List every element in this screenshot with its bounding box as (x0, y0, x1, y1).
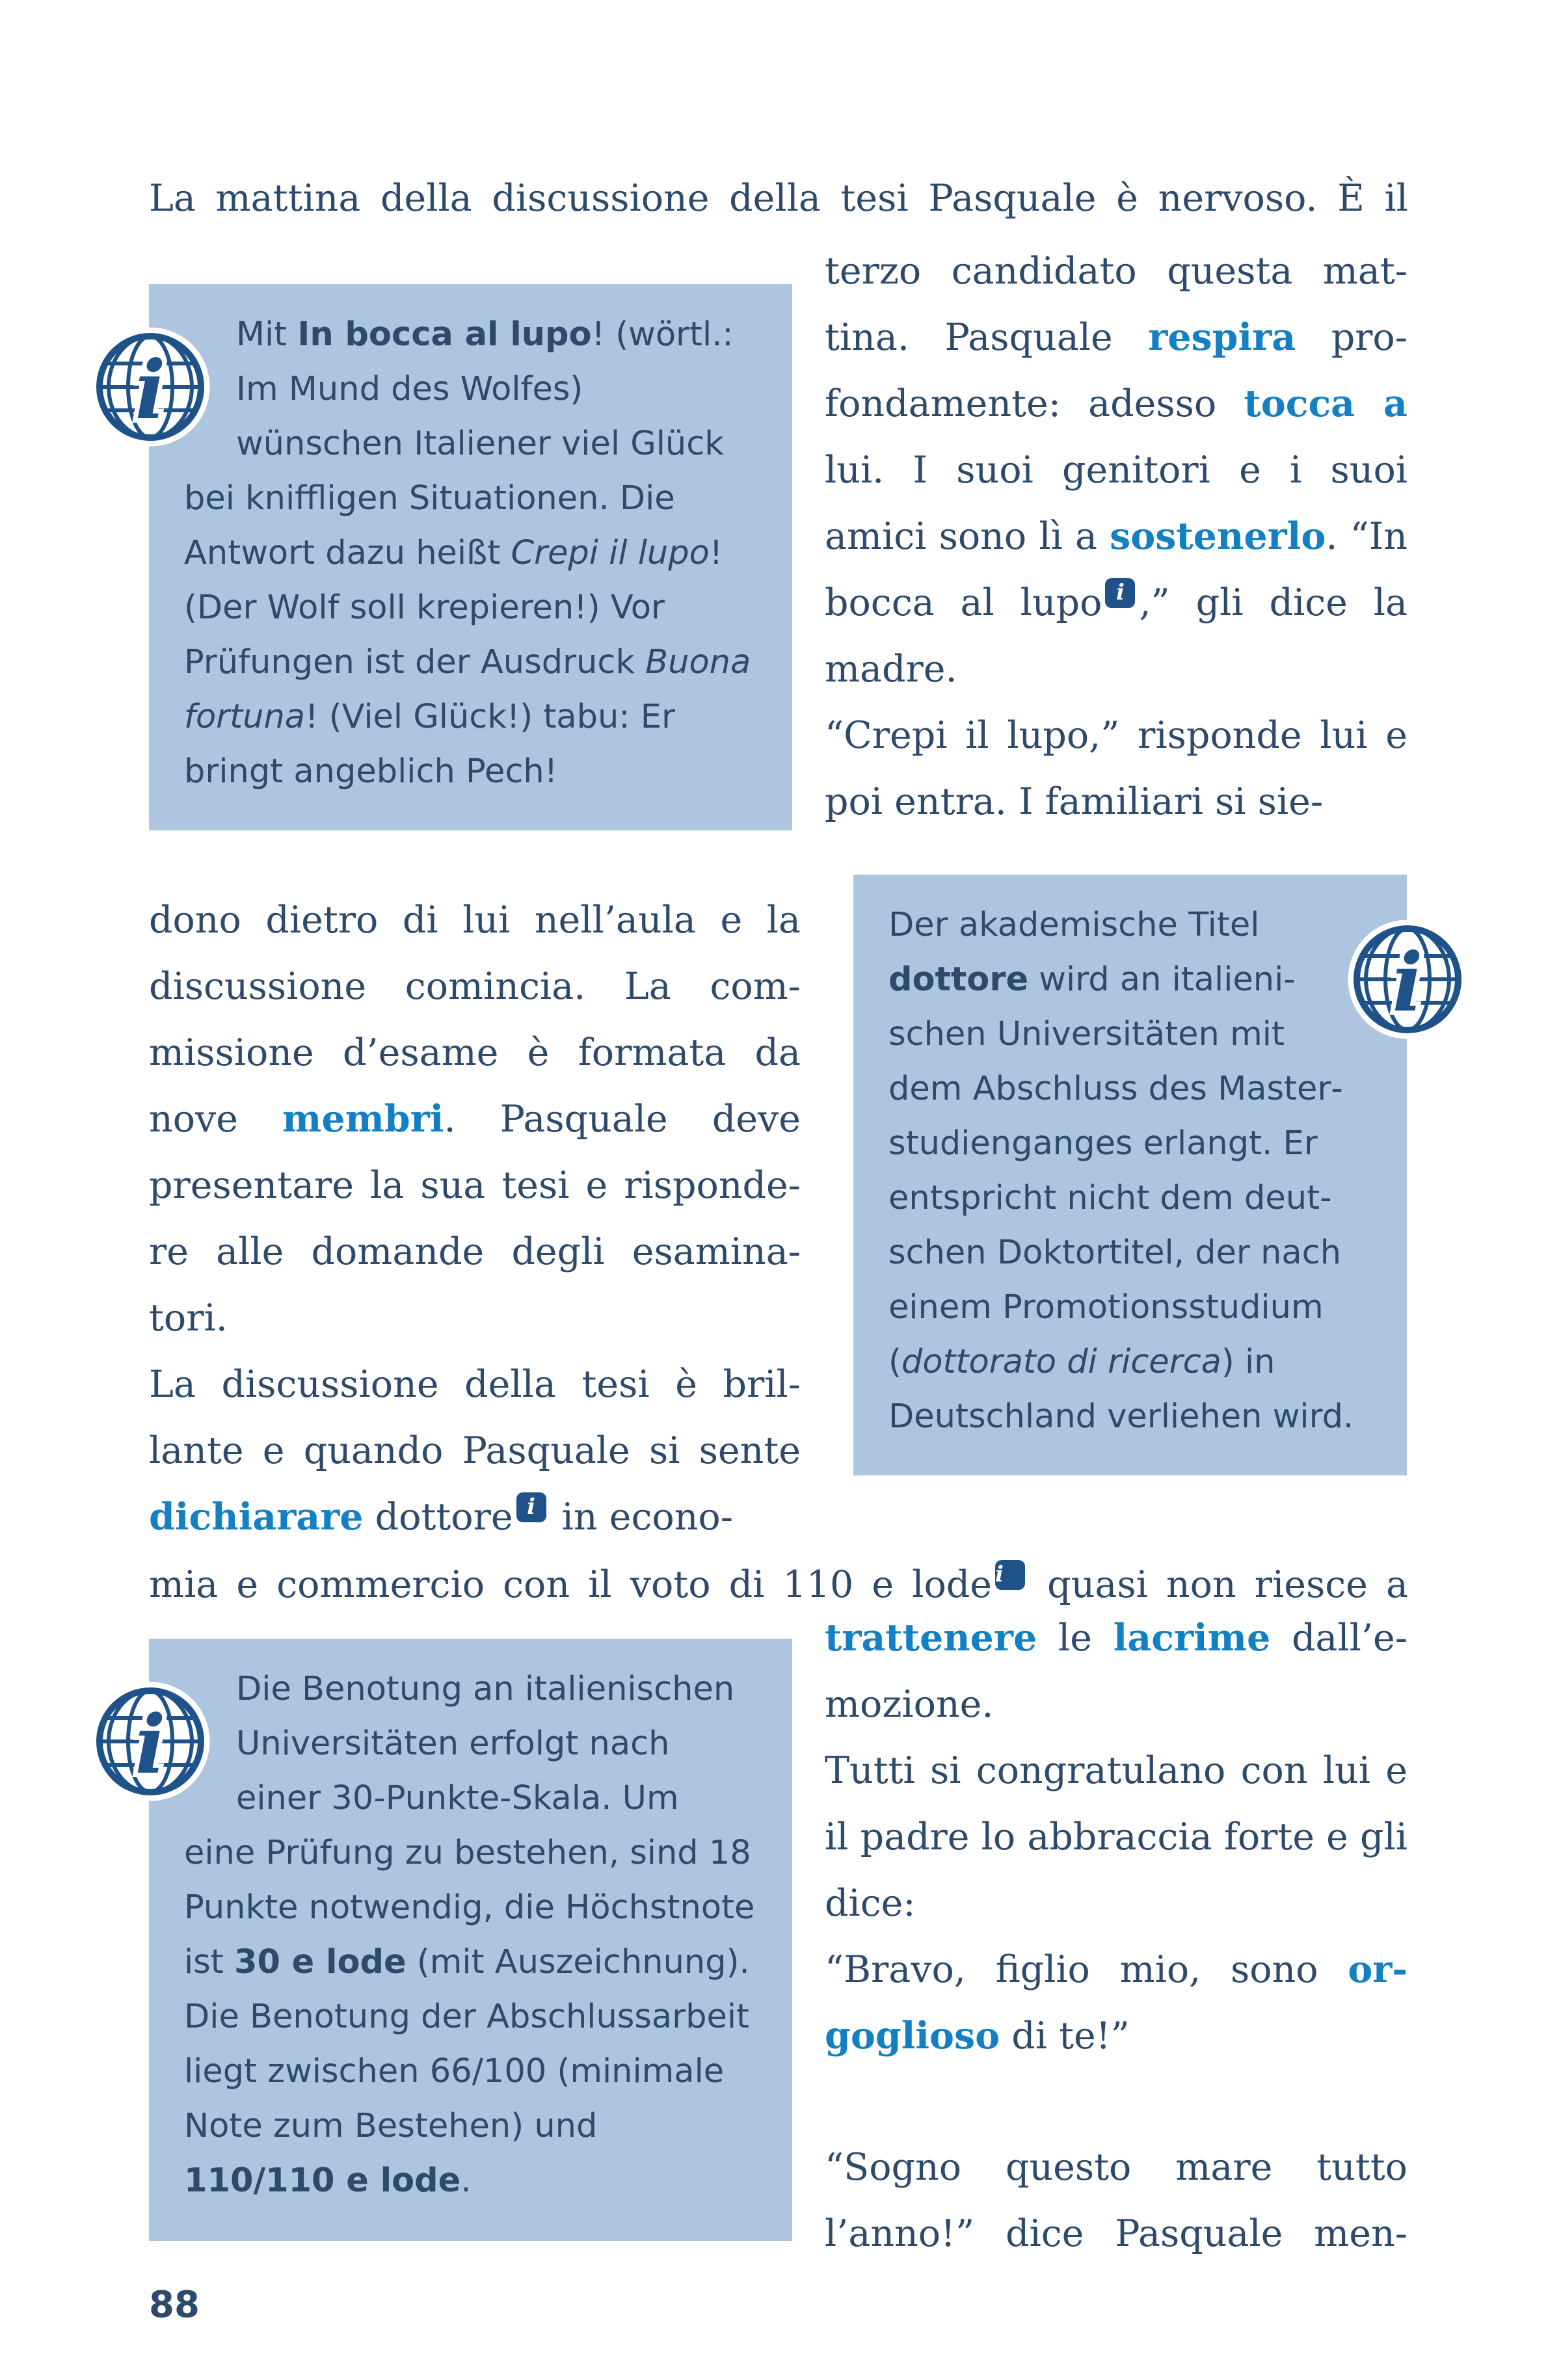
text-segment: (mit Auszeichnung). Die Benotung der Abschlussarbeit liegt zwischen 66/100 (minimale Note zum Bestehen) und (184, 1943, 750, 2145)
text-segment: in econo- (550, 1496, 733, 1539)
text-segment: dottore (888, 960, 1029, 999)
text-segment: lui. I suoi genitori e i suoi amici sono lì a (825, 449, 1408, 558)
text-segment: dottorato di ricerca (901, 1343, 1221, 1381)
text-segment: dono dietro di lui nell’aula e la discussione comincia. La commissione d’esame è formata da nove (149, 899, 801, 1141)
vocab-highlight: orgoglioso (825, 1948, 1408, 2057)
page-number: 88 (149, 2284, 200, 2326)
text-segment: ,” gli dice la madre. (825, 581, 1408, 691)
text-segment: La discussione della tesi è brillante e quando Pasquale si sente (149, 1363, 801, 1472)
text-segment: . Pasquale deve presentare la sua tesi e rispondere alle domande degli esaminatori. (149, 1098, 801, 1340)
text-segment: In bocca al lupo (297, 315, 592, 354)
text-segment: 110/110 e lode (184, 2162, 461, 2200)
info-i-glyph: i (135, 1698, 166, 1792)
vocab-highlight: tocca a (1244, 382, 1408, 425)
story-opening-line (149, 165, 1408, 231)
story-right-column-bottom (825, 1605, 1408, 2069)
text-segment: La mattina della discussione della tesi Pasquale è nervoso. È il (149, 177, 1408, 220)
story-closing-paragraph (825, 2134, 1408, 2267)
text-segment: Die Benotung an italienischen Universitäten erfolgt nach einer 30-Punkte-Skala. Um eine Prüfung zu bestehen, sind 18 Punkte notwendig, die Höchstnote ist (184, 1670, 755, 1981)
text-segment: terzo candidato questa mattina. Pasquale (825, 250, 1408, 359)
text-segment: “Sogno questo mare tutto l’anno!” dice Pasquale men- (825, 2146, 1408, 2255)
text-segment: ) in Deutschland verliehen wird. (888, 1343, 1354, 1436)
vocab-highlight: lacrime (1113, 1616, 1271, 1659)
text-segment: le (1037, 1617, 1114, 1659)
text-segment: Crepi il lupo (511, 534, 710, 572)
vocab-highlight: dichiarare (149, 1495, 364, 1539)
story-left-column-middle (149, 887, 801, 1550)
text-segment: Buona fortuna (184, 643, 751, 736)
text-segment: profondamente: adesso (825, 316, 1408, 425)
text-segment: Tutti si congratulano con lui e il padre lo abbraccia forte e gli dice: (825, 1749, 1408, 1925)
text-segment: ! (Der Wolf soll krepieren!) Vor Prüfungen ist der Ausdruck (184, 534, 723, 681)
infobox-dottore-titel (853, 875, 1407, 1475)
text-segment: ! (Viel Glück!) tabu: Er bringt angeblich Pech! (184, 698, 675, 791)
text-segment: 30 e lode (233, 1943, 407, 1981)
text-segment: “Bravo, figlio mio, sono (825, 1948, 1348, 1991)
info-marker-icon: i (995, 1560, 1025, 1590)
vocab-highlight: trattenere (825, 1616, 1037, 1659)
text-segment: ! (wörtl.: Im Mund des Wolfes) wünschen Italiener viel Glück bei kniffligen Situationen. Die Antwort dazu heißt (184, 315, 734, 572)
info-i-glyph: i (135, 343, 166, 438)
infobox-text (888, 898, 1372, 1444)
info-marker-icon: i (516, 1492, 546, 1522)
vocab-highlight: sostenerlo (1110, 514, 1326, 558)
info-marker-icon: i (1105, 578, 1135, 608)
text-segment: di te!” (1000, 2015, 1130, 2057)
text-segment: Der akademische Titel (888, 906, 1260, 944)
vocab-highlight: membri (282, 1097, 444, 1141)
globe-info-icon (90, 327, 210, 447)
globe-info-icon (1348, 919, 1467, 1039)
info-i-glyph: i (1392, 936, 1423, 1030)
text-segment: quasi non riesce a (1029, 1563, 1408, 1606)
globe-info-icon (90, 1682, 210, 1801)
text-segment: . “In bocca al lupo (825, 515, 1408, 624)
text-segment: Mit (236, 315, 298, 354)
text-segment: . (460, 2162, 472, 2200)
infobox-benotung (149, 1639, 792, 2241)
text-segment: wird an italienischen Universitäten mit dem Abschluss des Masterstudienganges erlangt. Er entspricht nicht dem deutschen Doktortitel, der nach einem Promotionsstudium ( (888, 960, 1343, 1381)
infobox-text (184, 308, 757, 799)
vocab-highlight: respira (1148, 315, 1296, 359)
text-segment: dottore (363, 1496, 513, 1539)
text-segment: “Crepi il lupo,” risponde lui e poi entra. I familiari si sie- (825, 714, 1408, 823)
text-segment: mia e commercio con il voto di 110 e lode (149, 1563, 993, 1606)
text-segment: dall’emozione. (825, 1617, 1408, 1726)
story-right-column-top (825, 238, 1408, 835)
infobox-in-bocca-al-lupo (149, 284, 792, 830)
infobox-text (184, 1662, 757, 2208)
